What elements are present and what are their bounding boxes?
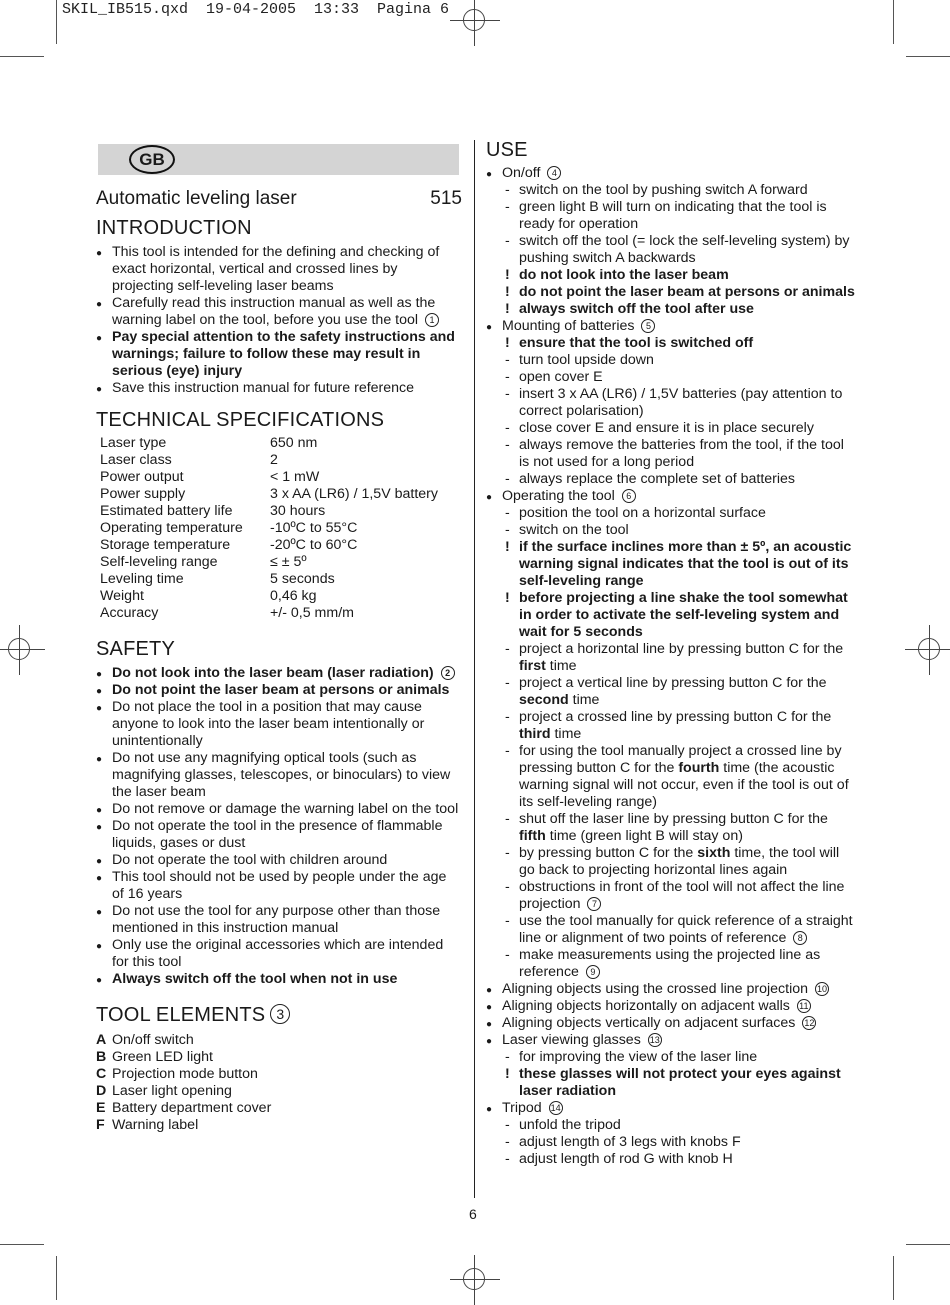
- safety-item-text: Only use the original accessories which are intended for this tool: [112, 937, 444, 970]
- instruction-item: [502, 947, 856, 981]
- instruction-text: before projecting a line shake the tool somewhat in order to activate the self-leveling system and wait for 5 seconds: [519, 590, 848, 640]
- tool-element-letter: C: [96, 1066, 107, 1082]
- intro-item-text: This tool is intended for the defining and checking of exact horizontal, vertical and crossed lines by projecting self-leveling laser beams: [112, 244, 440, 294]
- safety-item: [96, 682, 462, 699]
- bullet-mark: -: [505, 641, 510, 657]
- tool-element-row: [96, 1083, 462, 1100]
- safety-item: [96, 852, 462, 869]
- safety-item-text: Do not operate the tool in the presence of flammable liquids, gases or dust: [112, 818, 443, 851]
- bullet-mark: -: [505, 1049, 510, 1065]
- spec-label: Accuracy: [100, 605, 159, 621]
- left-column: [96, 186, 462, 1134]
- bullet-mark: !: [505, 539, 510, 555]
- figure-ref-icon: 9: [586, 965, 600, 979]
- instruction-text: always remove the batteries from the tool, if the tool is not used for a long period: [519, 437, 844, 470]
- spec-value: -10ºC to 55°C: [270, 520, 358, 536]
- spec-row: [100, 503, 438, 520]
- spec-row: [100, 605, 438, 622]
- spec-label: Laser type: [100, 435, 167, 451]
- safety-item: [96, 903, 462, 937]
- figure-ref-icon: 5: [641, 319, 655, 333]
- spec-value: 0,46 kg: [270, 588, 317, 604]
- bullet-mark: !: [505, 301, 510, 317]
- instruction-text: adjust length of 3 legs with knobs F: [519, 1134, 741, 1150]
- tool-element-letter: F: [96, 1117, 105, 1133]
- bullet-mark: !: [505, 335, 510, 351]
- instruction-item: [502, 845, 856, 879]
- use-section-title: Aligning objects horizontally on adjacent walls: [502, 998, 790, 1014]
- bullet-mark: -: [505, 1117, 510, 1133]
- safety-item-text: Do not use the tool for any purpose other than those mentioned in this instruction manual: [112, 903, 441, 936]
- bullet-mark: -: [505, 199, 510, 215]
- bullet-mark: -: [505, 1134, 510, 1150]
- safety-item: [96, 937, 462, 971]
- language-badge: GB: [129, 145, 175, 174]
- tool-element-label: Green LED light: [112, 1049, 213, 1065]
- instruction-text: use the tool manually for quick reference of a straight line or alignment of two points of reference: [519, 913, 853, 946]
- spec-row: [100, 469, 438, 486]
- instruction-item: [502, 471, 856, 488]
- instruction-item: [502, 420, 856, 437]
- instruction-item: [502, 641, 856, 675]
- tech-specs-heading: TECHNICAL SPECIFICATIONS: [96, 409, 385, 431]
- use-sub-list: [502, 1117, 856, 1168]
- figure-ref-icon: 2: [441, 666, 455, 680]
- spec-label: Power supply: [100, 486, 186, 502]
- bullet-mark: -: [505, 505, 510, 521]
- safety-item-text: This tool should not be used by people under the age of 16 years: [112, 869, 447, 902]
- instruction-item: [502, 709, 856, 743]
- spec-row: [100, 452, 438, 469]
- instruction-text: these glasses will not protect your eyes against laser radiation: [519, 1066, 841, 1099]
- intro-item-text: Carefully read this instruction manual as well as the warning label on the tool, before you use the tool: [112, 295, 436, 328]
- use-sub-list: [502, 505, 856, 981]
- crop-mark: [0, 56, 44, 57]
- safety-item: [96, 818, 462, 852]
- warning-item: [502, 301, 856, 318]
- instruction-item: [502, 743, 856, 811]
- instruction-text: switch on the tool: [519, 522, 629, 538]
- spec-row: [100, 486, 438, 503]
- use-sub-list: [502, 335, 856, 488]
- bullet-mark: -: [505, 743, 510, 759]
- instruction-text: insert 3 x AA (LR6) / 1,5V batteries (pay attention to correct polarisation): [519, 386, 843, 419]
- instruction-text: switch off the tool (= lock the self-leveling system) by pushing switch A backwards: [519, 233, 850, 266]
- instruction-text: position the tool on a horizontal surface: [519, 505, 766, 521]
- figure-ref-icon: 13: [649, 1035, 660, 1045]
- use-section-title: Tripod: [502, 1100, 542, 1116]
- safety-item-text: Always switch off the tool when not in use: [112, 971, 398, 987]
- figure-ref-icon: 7: [587, 897, 601, 911]
- instruction-text: adjust length of rod G with knob H: [519, 1151, 733, 1167]
- document-title-row: [96, 186, 462, 212]
- instruction-item: [502, 199, 856, 233]
- tool-elements-heading: [96, 1002, 462, 1028]
- warning-item: [502, 590, 856, 641]
- instruction-text: open cover E: [519, 369, 603, 385]
- instruction-text: turn tool upside down: [519, 352, 654, 368]
- instruction-text-after: time, the tool will go back to projecting horizontal lines again: [519, 845, 840, 878]
- spec-value: +/- 0,5 mm/m: [270, 605, 354, 621]
- warning-item: [502, 539, 856, 590]
- instruction-text: make measurements using the projected line as reference: [519, 947, 821, 980]
- figure-ref-icon: 11: [797, 999, 811, 1013]
- intro-item: [96, 380, 462, 397]
- page-number: 6: [469, 1206, 477, 1222]
- ordinal-emphasis: second: [519, 692, 569, 708]
- tool-element-row: [96, 1049, 462, 1066]
- use-section: [486, 981, 856, 998]
- safety-item: [96, 665, 462, 682]
- use-section: [486, 488, 856, 981]
- registration-mark-right: [905, 625, 950, 675]
- column-divider: [474, 140, 475, 1198]
- intro-item: [96, 244, 462, 295]
- use-section-title: Aligning objects vertically on adjacent surfaces: [502, 1015, 796, 1031]
- bullet-mark: -: [505, 471, 510, 487]
- bullet-mark: -: [505, 420, 510, 436]
- bullet-mark: -: [505, 709, 510, 725]
- tool-element-label: On/off switch: [112, 1032, 194, 1048]
- ordinal-emphasis: sixth: [697, 845, 731, 861]
- crop-mark: [56, 0, 57, 44]
- spec-label: Storage temperature: [100, 537, 231, 553]
- use-section: [486, 998, 856, 1015]
- ordinal-emphasis: first: [519, 658, 546, 674]
- spec-row: [100, 571, 438, 588]
- instruction-item: [502, 1134, 856, 1151]
- model-number: 515: [430, 188, 462, 209]
- safety-item: [96, 869, 462, 903]
- instruction-text: do not point the laser beam at persons or animals: [519, 284, 855, 300]
- ordinal-emphasis: fifth: [519, 828, 546, 844]
- use-section: [486, 318, 856, 488]
- spec-value: < 1 mW: [270, 469, 320, 485]
- bullet-mark: !: [505, 284, 510, 300]
- bullet-mark: !: [505, 1066, 510, 1082]
- bullet-mark: !: [505, 267, 510, 283]
- safety-heading: SAFETY: [96, 638, 175, 660]
- instruction-item: [502, 233, 856, 267]
- instruction-item: [502, 1151, 856, 1168]
- safety-item-text: Do not use any magnifying optical tools (such as magnifying glasses, telescopes, or binoculars) to view the laser beam: [112, 750, 451, 800]
- tool-elements-list: [96, 1032, 462, 1134]
- introduction-list: [96, 244, 462, 397]
- instruction-text: obstructions in front of the tool will not affect the line projection: [519, 879, 845, 912]
- spec-label: Self-leveling range: [100, 554, 218, 570]
- ordinal-emphasis: fourth: [678, 760, 720, 776]
- use-sub-list: [502, 182, 856, 318]
- use-section: [486, 165, 856, 318]
- instruction-item: [502, 1117, 856, 1134]
- warning-item: [502, 335, 856, 352]
- bullet-mark: -: [505, 913, 510, 929]
- instruction-text: shut off the laser line by pressing button C for the: [519, 811, 828, 827]
- instruction-item: [502, 386, 856, 420]
- instruction-text: do not look into the laser beam: [519, 267, 729, 283]
- tool-element-letter: B: [96, 1049, 107, 1065]
- warning-item: [502, 1066, 856, 1100]
- crop-mark: [893, 1256, 894, 1300]
- spec-value: 30 hours: [270, 503, 326, 519]
- tech-specs-table: [100, 435, 438, 622]
- figure-ref-icon: 6: [622, 489, 636, 503]
- registration-mark-top: [450, 0, 500, 46]
- figure-ref-icon: 10: [816, 984, 827, 994]
- instruction-item: [502, 437, 856, 471]
- use-section: [486, 1015, 856, 1032]
- spec-value: 650 nm: [270, 435, 318, 451]
- spec-label: Operating temperature: [100, 520, 243, 536]
- tool-element-label: Laser light opening: [112, 1083, 232, 1099]
- instruction-text: for using the tool manually project a crossed line by pressing button C for the: [519, 743, 842, 776]
- safety-item-text: Do not look into the laser beam (laser radiation): [112, 665, 434, 681]
- instruction-item: [502, 675, 856, 709]
- warning-item: [502, 267, 856, 284]
- figure-ref-icon: 3: [270, 1004, 290, 1024]
- instruction-text-after: time: [572, 692, 600, 708]
- right-column: [486, 137, 856, 1168]
- safety-item: [96, 971, 462, 988]
- instruction-text: if the surface inclines more than ± 5º, an acoustic warning signal indicates that the tool is out of its self-leveling range: [519, 539, 852, 589]
- spec-row: [100, 435, 438, 452]
- bullet-mark: -: [505, 947, 510, 963]
- instruction-item: [502, 811, 856, 845]
- spec-row: [100, 537, 438, 554]
- bullet-mark: -: [505, 675, 510, 691]
- intro-item: [96, 295, 462, 329]
- tool-element-label: Warning label: [112, 1117, 199, 1133]
- spec-label: Estimated battery life: [100, 503, 233, 519]
- instruction-text: project a horizontal line by pressing button C for the: [519, 641, 844, 657]
- safety-item-text: Do not place the tool in a position that may cause anyone to look into the laser beam intentionally or unintentionally: [112, 699, 425, 749]
- bullet-mark: -: [505, 522, 510, 538]
- use-section-title: On/off: [502, 165, 541, 181]
- introduction-heading: INTRODUCTION: [96, 217, 252, 239]
- tool-elements-heading-text: TOOL ELEMENTS: [96, 1004, 266, 1026]
- safety-item: [96, 750, 462, 801]
- crop-mark: [906, 1244, 950, 1245]
- instruction-text: green light B will turn on indicating that the tool is ready for operation: [519, 199, 827, 232]
- bullet-mark: -: [505, 182, 510, 198]
- instruction-item: [502, 913, 856, 947]
- spec-row: [100, 588, 438, 605]
- crop-mark: [893, 0, 894, 44]
- instruction-text: by pressing button C for the: [519, 845, 694, 861]
- instruction-text-after: time (the acoustic warning signal will not occur, even if the tool is out of its self-leveling range): [519, 760, 849, 810]
- bullet-mark: -: [505, 352, 510, 368]
- bullet-mark: -: [505, 879, 510, 895]
- tool-element-letter: D: [96, 1083, 107, 1099]
- bullet-mark: -: [505, 437, 510, 453]
- spec-value: 3 x AA (LR6) / 1,5V battery: [270, 486, 438, 502]
- spec-label: Weight: [100, 588, 144, 604]
- instruction-item: [502, 369, 856, 386]
- use-section-title: Laser viewing glasses: [502, 1032, 641, 1048]
- spec-value: ≤ ± 5º: [270, 554, 307, 570]
- figure-ref-icon: 4: [547, 166, 561, 180]
- use-sub-list: [502, 1049, 856, 1100]
- spec-row: [100, 554, 438, 571]
- use-section-title: Aligning objects using the crossed line projection: [502, 981, 809, 997]
- bullet-mark: -: [505, 811, 510, 827]
- print-slug: SKIL_IB515.qxd 19-04-2005 13:33 Pagina 6: [62, 1, 450, 18]
- safety-item-text: Do not operate the tool with children around: [112, 852, 388, 868]
- bullet-mark: -: [505, 845, 510, 861]
- figure-ref-icon: 8: [793, 931, 807, 945]
- document-title: Automatic leveling laser: [96, 188, 297, 209]
- instruction-text: project a vertical line by pressing button C for the: [519, 675, 827, 691]
- instruction-item: [502, 879, 856, 913]
- spec-row: [100, 520, 438, 537]
- use-section-title: Operating the tool: [502, 488, 615, 504]
- spec-value: -20ºC to 60°C: [270, 537, 358, 553]
- use-section-title: Mounting of batteries: [502, 318, 635, 334]
- use-section: [486, 1100, 856, 1168]
- tool-element-letter: A: [96, 1032, 107, 1048]
- intro-item-text: Save this instruction manual for future reference: [112, 380, 415, 396]
- instruction-text-after: time: [549, 658, 577, 674]
- tool-element-row: [96, 1032, 462, 1049]
- registration-mark-left: [0, 625, 45, 675]
- instruction-text: project a crossed line by pressing button C for the: [519, 709, 832, 725]
- spec-value: 5 seconds: [270, 571, 335, 587]
- instruction-text: always switch off the tool after use: [519, 301, 754, 317]
- spec-label: Power output: [100, 469, 184, 485]
- instruction-item: [502, 182, 856, 199]
- instruction-item: [502, 1049, 856, 1066]
- instruction-item: [502, 505, 856, 522]
- safety-list: [96, 665, 462, 988]
- instruction-item: [502, 352, 856, 369]
- figure-ref-icon: 1: [425, 313, 439, 327]
- instruction-item: [502, 522, 856, 539]
- bullet-mark: -: [505, 1151, 510, 1167]
- instruction-text: switch on the tool by pushing switch A forward: [519, 182, 808, 198]
- bullet-mark: -: [505, 233, 510, 249]
- use-heading: USE: [486, 139, 528, 161]
- crop-mark: [0, 1244, 44, 1245]
- ordinal-emphasis: third: [519, 726, 551, 742]
- use-section: [486, 1032, 856, 1100]
- tool-element-row: [96, 1100, 462, 1117]
- safety-item: [96, 801, 462, 818]
- safety-item-text: Do not remove or damage the warning label on the tool: [112, 801, 459, 817]
- spec-label: Leveling time: [100, 571, 184, 587]
- use-list: [486, 165, 856, 1168]
- bullet-mark: -: [505, 369, 510, 385]
- intro-item: [96, 329, 462, 380]
- crop-mark: [906, 56, 950, 57]
- safety-item-text: Do not point the laser beam at persons or animals: [112, 682, 450, 698]
- tool-element-label: Projection mode button: [112, 1066, 258, 1082]
- crop-mark: [56, 1256, 57, 1300]
- instruction-text: ensure that the tool is switched off: [519, 335, 754, 351]
- tool-element-letter: E: [96, 1100, 106, 1116]
- instruction-text: always replace the complete set of batteries: [519, 471, 796, 487]
- instruction-text: unfold the tripod: [519, 1117, 621, 1133]
- tool-element-row: [96, 1117, 462, 1134]
- instruction-text-after: time: [554, 726, 582, 742]
- registration-mark-bottom: [450, 1255, 500, 1305]
- instruction-text: close cover E and ensure it is in place securely: [519, 420, 814, 436]
- instruction-text: for improving the view of the laser line: [519, 1049, 758, 1065]
- warning-item: [502, 284, 856, 301]
- instruction-text-after: time (green light B will stay on): [549, 828, 743, 844]
- tool-element-label: Battery department cover: [112, 1100, 272, 1116]
- tool-element-row: [96, 1066, 462, 1083]
- figure-ref-icon: 12: [804, 1018, 815, 1028]
- intro-item-text: Pay special attention to the safety instructions and warnings; failure to follow these may result in serious (eye) injury: [112, 329, 455, 379]
- bullet-mark: !: [505, 590, 510, 606]
- spec-label: Laser class: [100, 452, 172, 468]
- bullet-mark: -: [505, 386, 510, 402]
- safety-item: [96, 699, 462, 750]
- spec-value: 2: [270, 452, 278, 468]
- figure-ref-icon: 14: [550, 1103, 561, 1113]
